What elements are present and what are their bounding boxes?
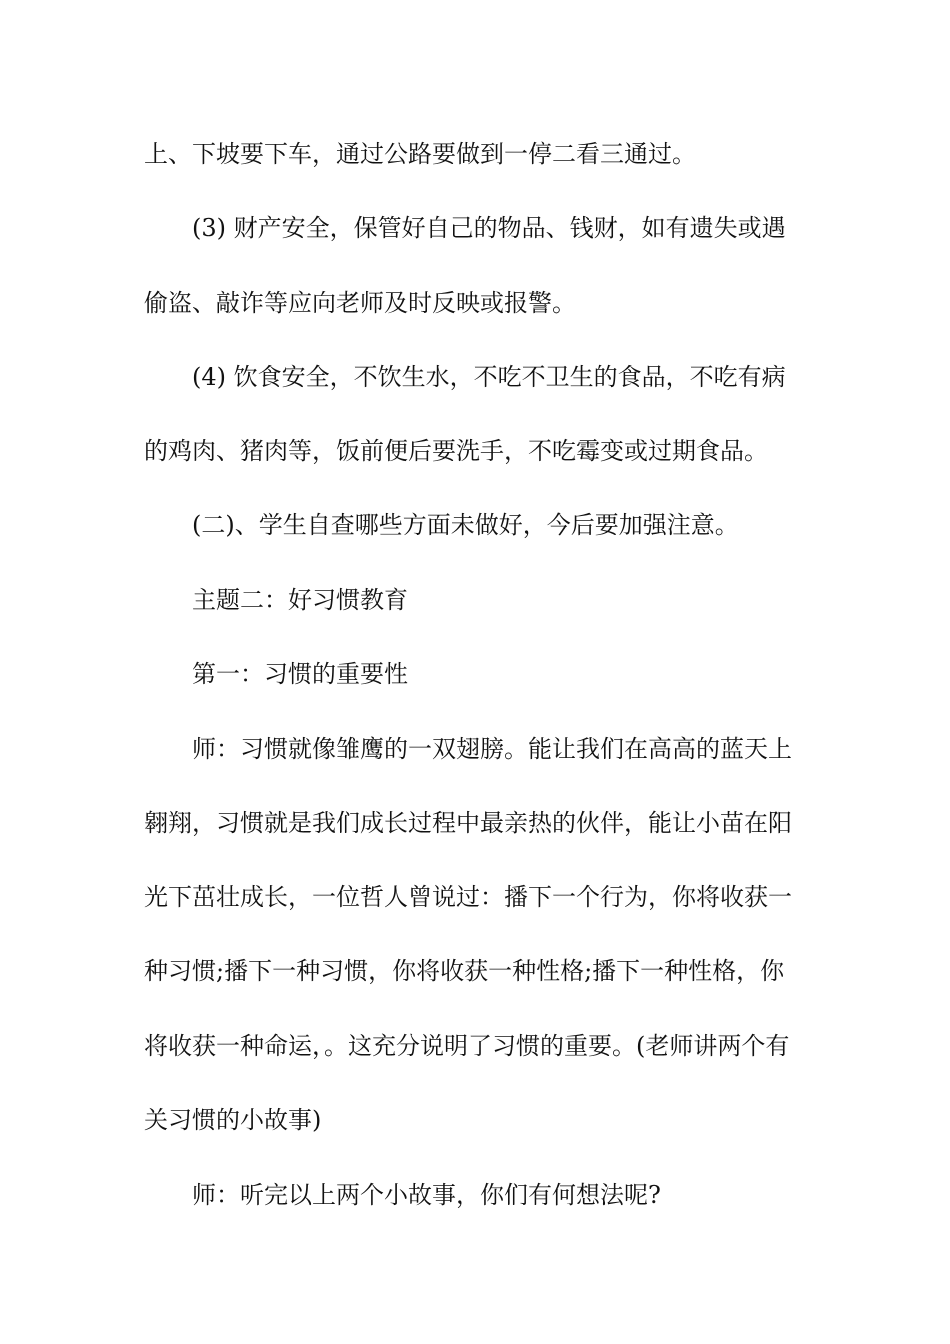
text-line: (4) 饮食安全，不饮生水，不吃不卫生的食品，不吃有病 (192, 363, 786, 391)
text-line: 将收获一种命运，。这充分说明了习惯的重要。(老师讲两个有 (144, 1032, 790, 1060)
text-line: 的鸡肉、猪肉等，饭前便后要洗手，不吃霉变或过期食品。 (144, 437, 768, 465)
text-line: 第一：习惯的重要性 (192, 660, 408, 688)
text-line: 上、下坡要下车，通过公路要做到一停二看三通过。 (144, 140, 696, 168)
text-line: 主题二：好习惯教育 (192, 586, 408, 614)
text-line: 师：听完以上两个小故事，你们有何想法呢? (192, 1181, 661, 1209)
text-line: 光下茁壮成长，一位哲人曾说过：播下一个行为，你将收获一 (144, 883, 792, 911)
text-line: 关习惯的小故事) (144, 1106, 322, 1134)
text-line: 偷盗、敲诈等应向老师及时反映或报警。 (144, 289, 576, 317)
text-line: (3) 财产安全，保管好自己的物品、钱财，如有遗失或遇 (192, 214, 786, 242)
text-line: 翱翔，习惯就是我们成长过程中最亲热的伙伴，能让小苗在阳 (144, 809, 792, 837)
text-line: (二)、学生自查哪些方面未做好，今后要加强注意。 (192, 511, 739, 539)
text-line: 种习惯;播下一种习惯，你将收获一种性格;播下一种性格，你 (144, 957, 785, 985)
text-line: 师：习惯就像雏鹰的一双翅膀。能让我们在高高的蓝天上 (192, 735, 792, 763)
